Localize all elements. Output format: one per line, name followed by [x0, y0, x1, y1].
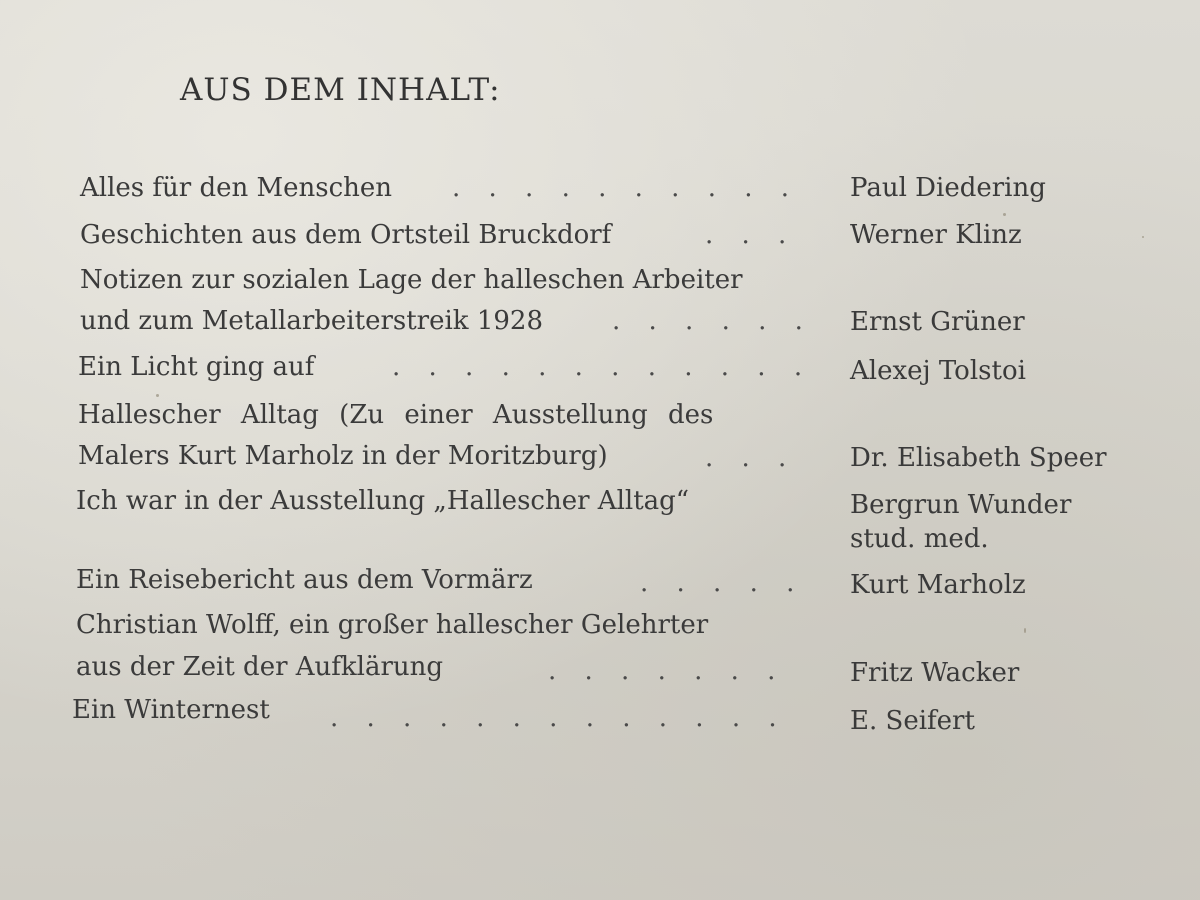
toc-entry-author: Bergrun Wunder — [850, 490, 1072, 520]
toc-entry-title — [72, 695, 270, 725]
toc-entry-title-text: Malers Kurt Marholz in der Moritzburg) — [78, 441, 608, 471]
toc-leader-dots: . . . . . . . . . . — [452, 173, 800, 203]
toc-entry-title-text: und zum Metallarbeiterstreik 1928 — [80, 306, 543, 336]
toc-entry-title-text: Alles für den Menschen — [80, 173, 393, 203]
toc-leader-dots: . . . . . . — [612, 306, 813, 336]
toc-entry-title — [78, 400, 713, 430]
toc-leader-dots: . . . . . — [640, 568, 805, 598]
toc-entry-title — [80, 173, 392, 203]
toc-entry-title-text: Ein Reisebericht aus dem Vormärz — [76, 565, 533, 595]
toc-entry-title-text: Hallescher Alltag (Zu einer Ausstellung des — [78, 400, 714, 430]
toc-heading: AUS DEM INHALT: — [180, 72, 501, 108]
toc-entry-title-text: Christian Wolff, ein großer hallescher Gelehrter — [76, 610, 709, 640]
toc-entry-author: Kurt Marholz — [850, 570, 1026, 600]
toc-entry-title-text: Geschichten aus dem Ortsteil Bruckdorf — [80, 220, 612, 250]
toc-entry-title — [78, 441, 608, 471]
toc-entry-title — [76, 610, 708, 640]
toc-entry-author-note: stud. med. — [850, 524, 989, 554]
paper-speck — [1003, 213, 1006, 216]
toc-entry-title — [80, 220, 611, 250]
toc-entry-title — [76, 652, 443, 682]
toc-leader-dots: . . . . . . . — [548, 656, 786, 686]
toc-entry-author: Werner Klinz — [850, 220, 1022, 250]
toc-entry-author: Dr. Elisabeth Speer — [850, 443, 1107, 473]
paper-speck — [1142, 236, 1144, 238]
toc-leader-dots: . . . — [705, 220, 797, 250]
paper-speck — [156, 394, 159, 397]
toc-entry-author: Ernst Grüner — [850, 307, 1025, 337]
paper-speck — [1024, 628, 1026, 633]
toc-entry-title — [80, 265, 743, 295]
toc-entry-author: Alexej Tolstoi — [850, 356, 1026, 386]
toc-entry-title-text: Ich war in der Ausstellung „Hallescher Alltag“ — [76, 486, 690, 516]
toc-leader-dots: . . . . . . . . . . . . . — [330, 703, 787, 733]
toc-entry-title-text: Ein Winternest — [72, 695, 270, 725]
toc-entry-title — [80, 306, 543, 336]
toc-entry-title-text: aus der Zeit der Aufklärung — [76, 652, 444, 682]
toc-entry-author: Fritz Wacker — [850, 658, 1020, 688]
toc-entry-author: Paul Diedering — [850, 173, 1046, 203]
toc-entry-title — [78, 352, 314, 382]
toc-leader-dots: . . . . . . . . . . . . — [392, 352, 813, 382]
toc-entry-title — [76, 486, 689, 516]
toc-entry-title-text: Notizen zur sozialen Lage der halleschen Arbeiter — [80, 265, 743, 295]
toc-leader-dots: . . . — [705, 443, 797, 473]
toc-entry-title — [76, 565, 533, 595]
toc-entry-title-text: Ein Licht ging auf — [78, 352, 315, 382]
toc-entry-author: E. Seifert — [850, 706, 975, 736]
